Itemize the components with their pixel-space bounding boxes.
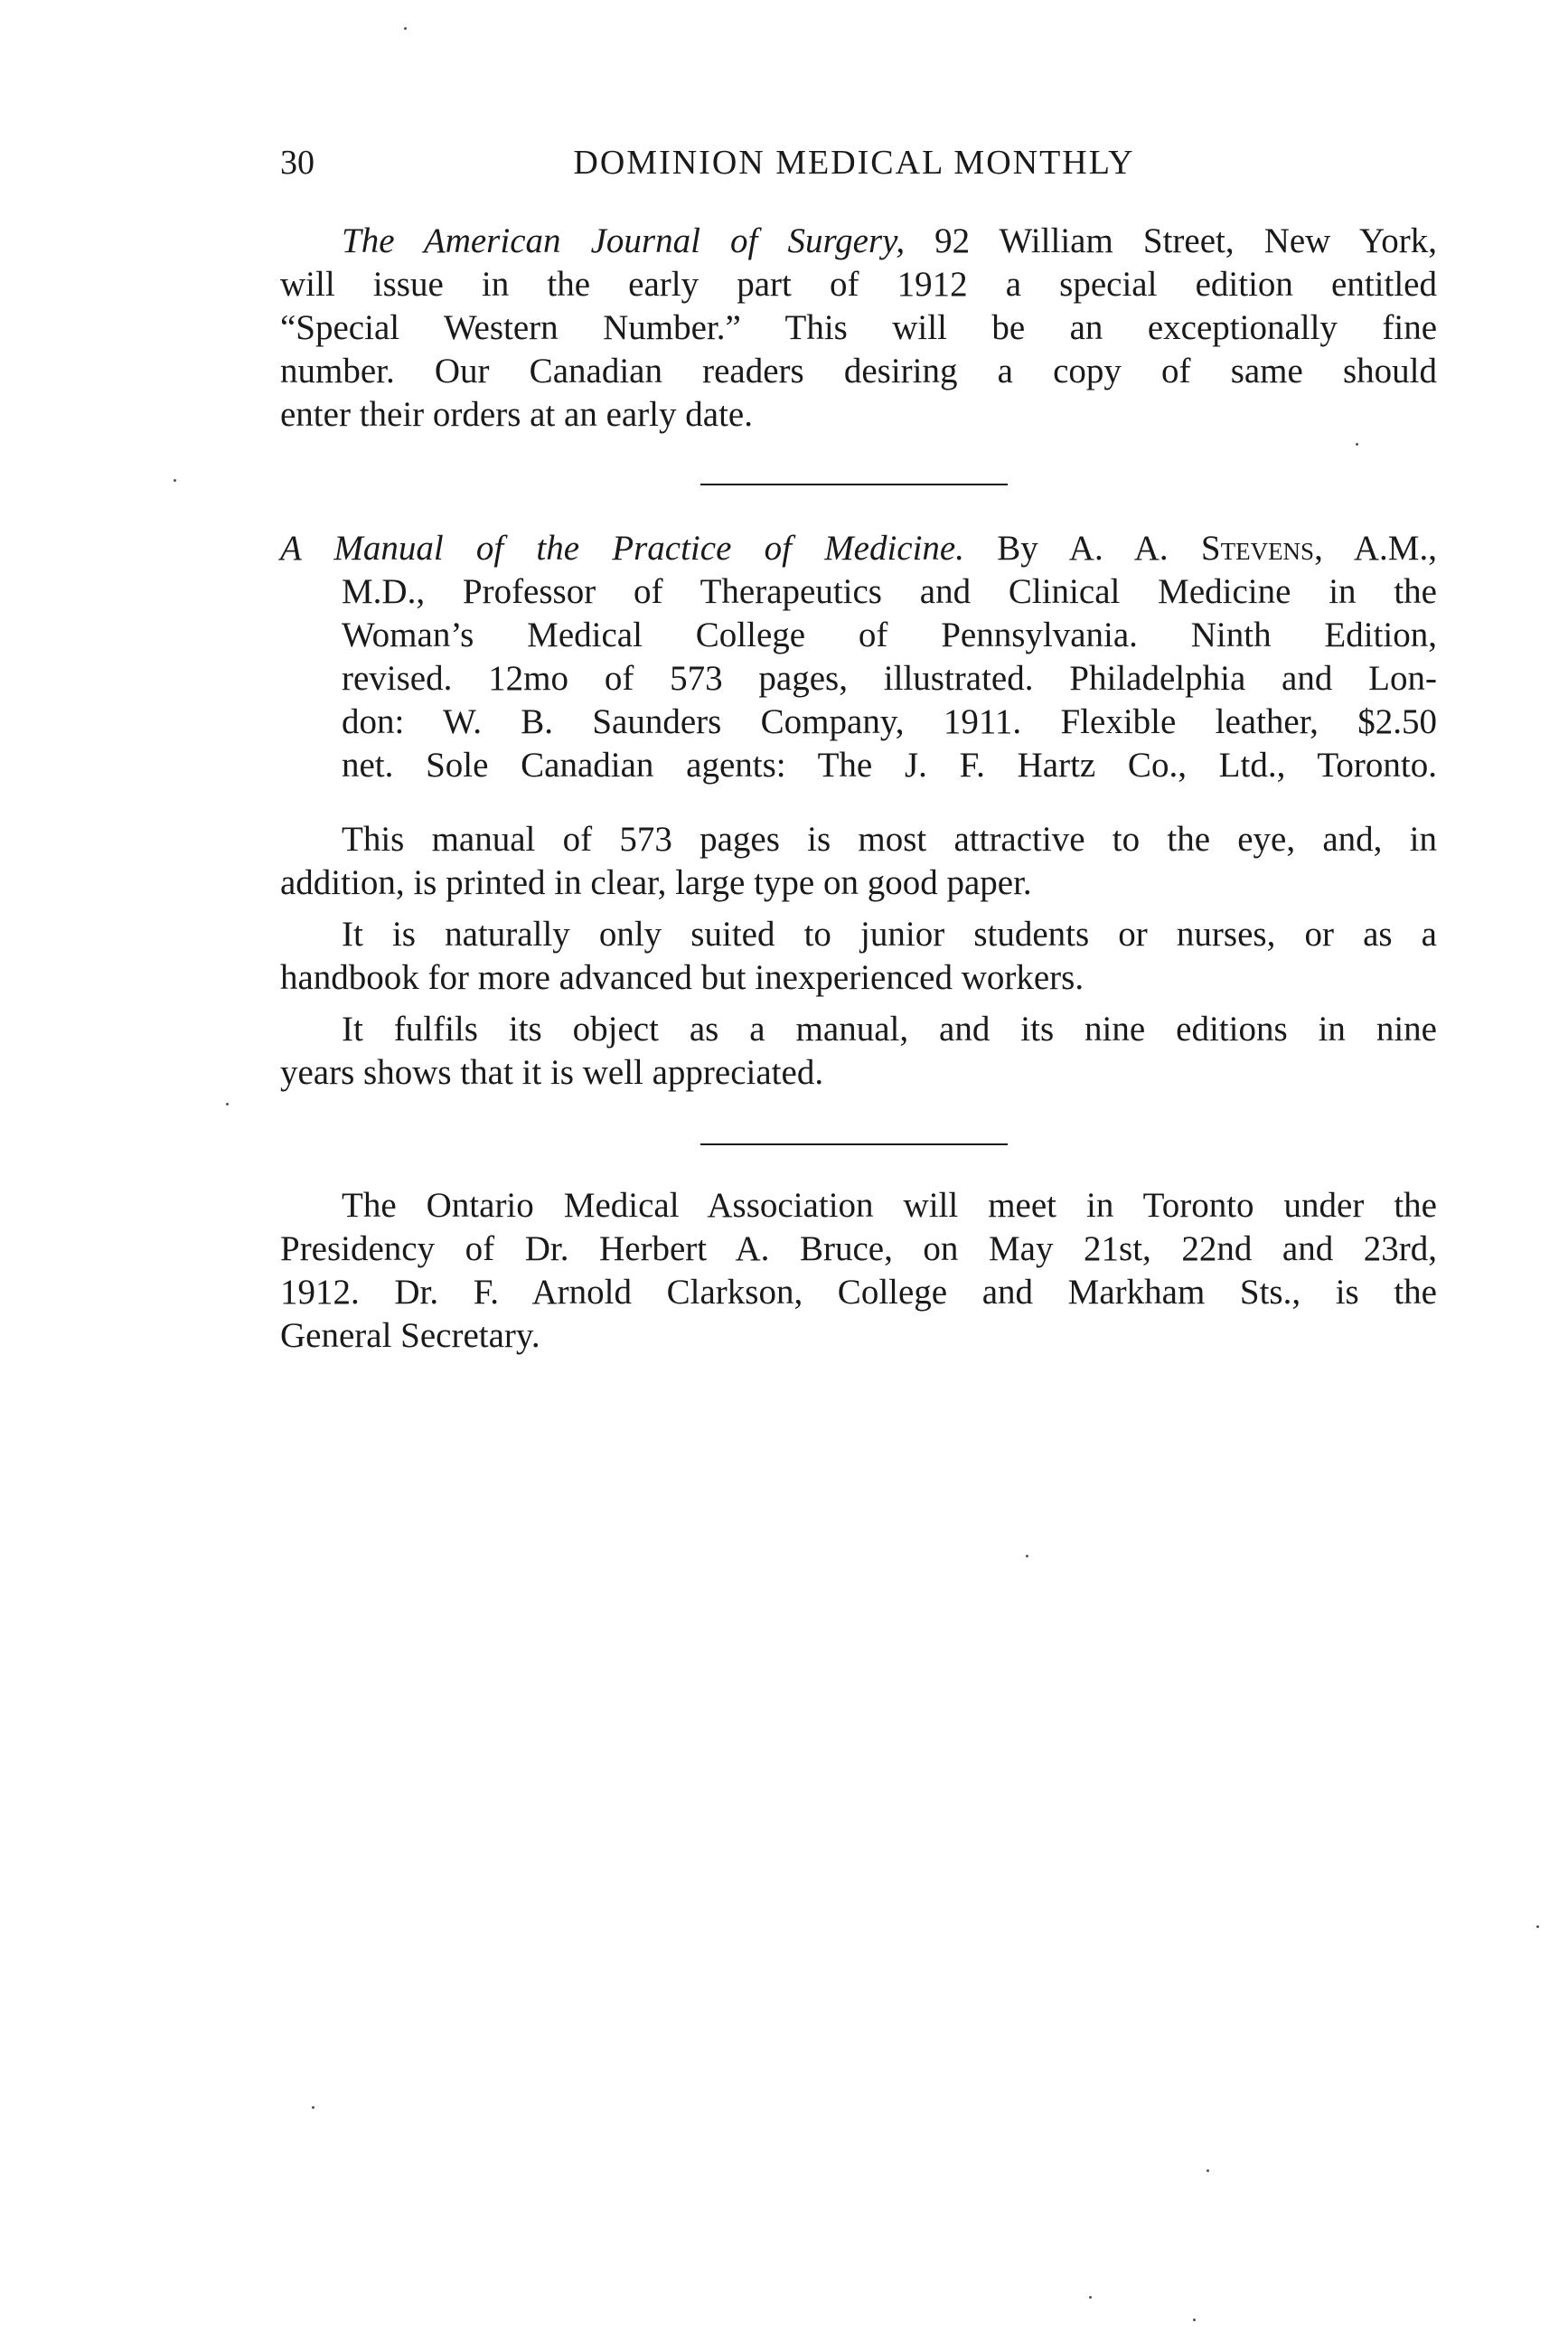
association-notice — [280, 1184, 1437, 1358]
review-paragraph-line: handbook for more advanced but inexperienced workers. — [280, 958, 1084, 997]
journal-notice-line: The American Journal of Surgery, 92 William Street, New York, — [342, 221, 1437, 260]
review-book-title: A Manual of the Practice of Medicine. — [280, 529, 964, 568]
running-head: DOMINION MEDICAL MONTHLY — [573, 144, 1135, 182]
association-notice-line: Presidency of Dr. Herbert A. Bruce, on May 21st, 22nd and 23rd, — [280, 1229, 1437, 1268]
scan-speck — [1207, 2169, 1209, 2172]
review-citation-line: revised. 12mo of 573 pages, illustrated. Philadelphia and Lon- — [342, 659, 1437, 698]
journal-notice-line: number. Our Canadian readers desiring a copy of same should — [280, 352, 1437, 390]
scan-speck — [1193, 2319, 1196, 2321]
scan-speck — [1089, 2296, 1092, 2299]
journal-notice — [280, 220, 1437, 437]
scan-speck — [1536, 1925, 1539, 1928]
journal-notice-line: enter their orders at an early date. — [280, 395, 753, 434]
scan-speck — [1026, 1555, 1028, 1557]
scan-speck — [404, 27, 407, 30]
review-paragraph-line: It is naturally only suited to junior students or nurses, or as a — [342, 915, 1437, 954]
section-divider — [700, 1143, 1008, 1145]
journal-notice-line: will issue in the early part of 1912 a special edition entitled — [280, 265, 1437, 304]
review-citation-line: don: W. B. Saunders Company, 1911. Flexible leather, $2.50 — [342, 702, 1437, 741]
journal-title: The American Journal of Surgery, — [342, 221, 906, 260]
page-number: 30 — [280, 144, 315, 182]
association-notice-line: General Secretary. — [280, 1316, 540, 1355]
page-header — [280, 136, 1437, 190]
review-citation — [280, 527, 1437, 787]
review-paragraph — [280, 818, 1437, 905]
section-divider — [700, 484, 1008, 485]
review-citation-line: net. Sole Canadian agents: The J. F. Hartz Co., Ltd., Toronto. — [342, 746, 1437, 785]
review-paragraph-line: addition, is printed in clear, large type on good paper. — [280, 863, 1032, 902]
association-notice-line: The Ontario Medical Association will meet in Toronto under the — [342, 1186, 1437, 1225]
review-citation-line: A Manual of the Practice of Medicine. By A. A. Stevens, A.M., — [280, 529, 1437, 568]
scan-speck — [312, 2106, 315, 2109]
review-paragraph — [280, 1008, 1437, 1095]
association-notice-line: 1912. Dr. F. Arnold Clarkson, College and Markham Sts., is the — [280, 1273, 1437, 1312]
scan-speck — [174, 479, 176, 482]
review-paragraph — [280, 913, 1437, 1000]
review-paragraph-line: It fulfils its object as a manual, and its nine editions in nine — [342, 1010, 1437, 1049]
scan-speck — [226, 1103, 229, 1105]
review-citation-line: M.D., Professor of Therapeutics and Clinical Medicine in the — [342, 572, 1437, 611]
review-paragraph-line: This manual of 573 pages is most attractive to the eye, and, in — [342, 820, 1437, 859]
review-paragraph-line: years shows that it is well appreciated. — [280, 1053, 824, 1092]
review-author: Stevens — [1200, 529, 1315, 568]
review-citation-line: Woman’s Medical College of Pennsylvania. Ninth Edition, — [342, 616, 1437, 654]
scan-speck — [1356, 443, 1358, 446]
journal-notice-line: “Special Western Number.” This will be an exceptionally fine — [280, 308, 1437, 347]
